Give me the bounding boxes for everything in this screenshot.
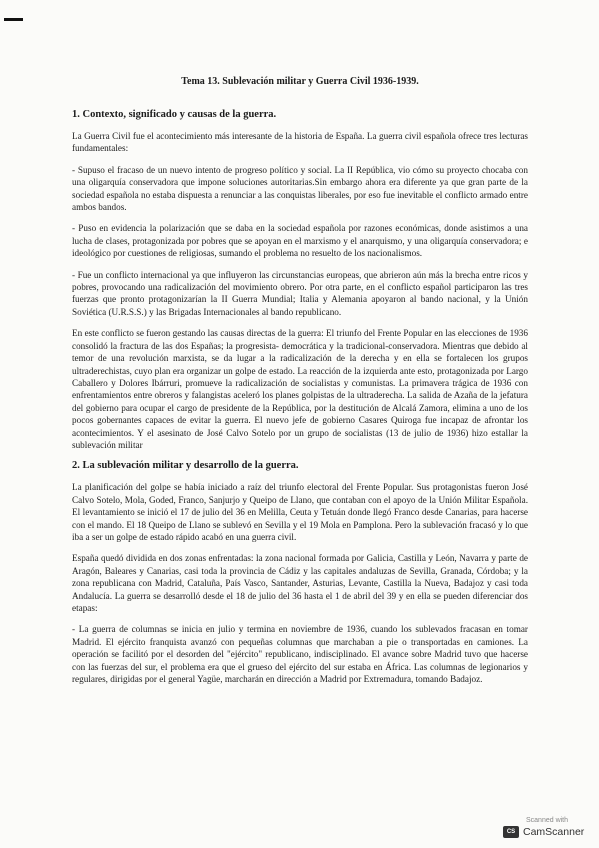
camscanner-watermark (503, 817, 591, 838)
document-title: Tema 13. Sublevación militar y Guerra Civil 1936-1939. (181, 76, 419, 87)
paragraph-8: - La guerra de columnas se inicia en julio y termina en noviembre de 1936, cuando los sublevados fracasan en tomar Madrid. El ejército franquista avanzó con pequeñas columnas que marchaban a pie o transportadas en camiones. La operación se facilitó por el desorden del "ejército" republicano, indisciplinado. El avance sobre Madrid tuvo que hacerse con las fuerzas del sur, el problema era que el grueso del ejército del sur estaba en África. Las columnas de legionarios y regulares, dirigidas por el general Yagüe, marcharán en dirección a Madrid por Extremadura, tomando Badajoz. (72, 624, 528, 685)
watermark-caption: Scanned with (525, 817, 569, 824)
watermark-logo (503, 826, 591, 838)
paragraph-5: En este conflicto se fueron gestando las causas directas de la guerra: El triunfo del Frente Popular en las elecciones de 1936 consolidó la fractura de las dos Españas; la progresista- democrática y la tradicional-conservadora. Mientras que debido al temor de una revolución marxista, se da lugar a la radicalización de la derecha y en ella se fortalecen los grupos ultraderechistas, cuyo plan era organizar un golpe de estado. La reacción de la izquierda ante esto, protagonizada por Largo Caballero y Dolores Ibárruri, promueve la radicalización de socialistas y comunistas. La primavera trágica de 1936 con enfrentamientos entre obreros y falangistas aceleró los planes golpistas de la ultraderecha. La salida de Azaña de la jefatura del gobierno para ocupar el cargo de presidente de la República, por la destitución de Alcalá Zamora, elimina a uno de los pocos gobernantes capaces de evitar la guerra. El nuevo jefe de gobierno Casares Quiroga fue incapaz de afrontar los acontecimientos. Y el asesinato de José Calvo Sotelo por un grupo de socialistas (13 de julio de 1936) hizo estallar la sublevación militar (72, 328, 528, 450)
section-2-heading: 2. La sublevación militar y desarrollo de la guerra. (72, 460, 299, 472)
camscanner-icon: CS (503, 826, 519, 838)
paragraph-3: - Puso en evidencia la polarización que se daba en la sociedad española por razones económicas, donde asistimos a una lucha de clases, protagonizada por pobres que se apoyan en el marxismo y el anarquismo, y una oligarquía conservadora; e ideológico por cuestiones de religiosas, sumando el problema no resuelto de los nacionalismos. (72, 223, 528, 259)
paragraph-7: España quedó dividida en dos zonas enfrentadas: la zona nacional formada por Galicia, Castilla y León, Navarra y parte de Aragón, Baleares y Canarias, casi toda la provincia de Cádiz y las capitales andaluzas de Sevilla, Granada, Córdoba; y la zona republicana con Madrid, Cataluña, País Vasco, Santander, Asturias, Levante, Castilla la Nueva, Badajoz y casi toda Andalucía. La guerra se desarrolló desde el 18 de julio del 36 hasta el 1 de abril del 39 y en ella se pueden diferenciar dos etapas: (72, 553, 528, 613)
section-1-heading: 1. Contexto, significado y causas de la guerra. (72, 109, 277, 120)
paragraph-1: La Guerra Civil fue el acontecimiento más interesante de la historia de España. La guerra civil española ofrece tres lecturas fundamentales: (72, 131, 528, 154)
page-mark (4, 18, 23, 21)
document-page (72, 76, 528, 694)
watermark-brand: CamScanner (523, 826, 585, 838)
paragraph-6: La planificación del golpe se había iniciado a raíz del triunfo electoral del Frente Popular. Sus protagonistas fueron José Calvo Sotelo, Mola, Goded, Franco, Sanjurjo y Queipo de Llano, que contaban con el apoyo de la Unión Militar Española. El levantamiento se inició el 17 de julio del 36 en Melilla, Ceuta y Tetuán donde llegó Franco desde Canarias, para hacerse con el mando. El 18 Queipo de Llano se sublevó en Sevilla y el 19 Mola en Pamplona. Pero la sublevación fracasó y lo que iba a ser un golpe de estado rápido acabó en una guerra civil. (72, 482, 528, 542)
paragraph-4: - Fue un conflicto internacional ya que influyeron las circunstancias europeas, que abrieron aún más la brecha entre ricos y pobres, provocando una radicalización del movimiento obrero. Por otra parte, en el conflicto español participaron las tres fuerzas que pronto protagonizarían la II Guerra Mundial; Italia y Alemania apoyaron al bando nacional, y la Unión Soviética (U.R.S.S.) y las Brigadas Internacionales al bando republicano. (72, 269, 528, 317)
paragraph-2: - Supuso el fracaso de un nuevo intento de progreso político y social. La II República, vio cómo su proyecto chocaba con una oligarquía conservadora que impone soluciones autoritarias.Sin embargo ahora era diferente ya que gran parte de la sociedad española no estaba dispuesta a renunciar a las conquistas liberales, por eso fue inevitable el conflicto armado entre ambos bandos. (72, 164, 528, 213)
